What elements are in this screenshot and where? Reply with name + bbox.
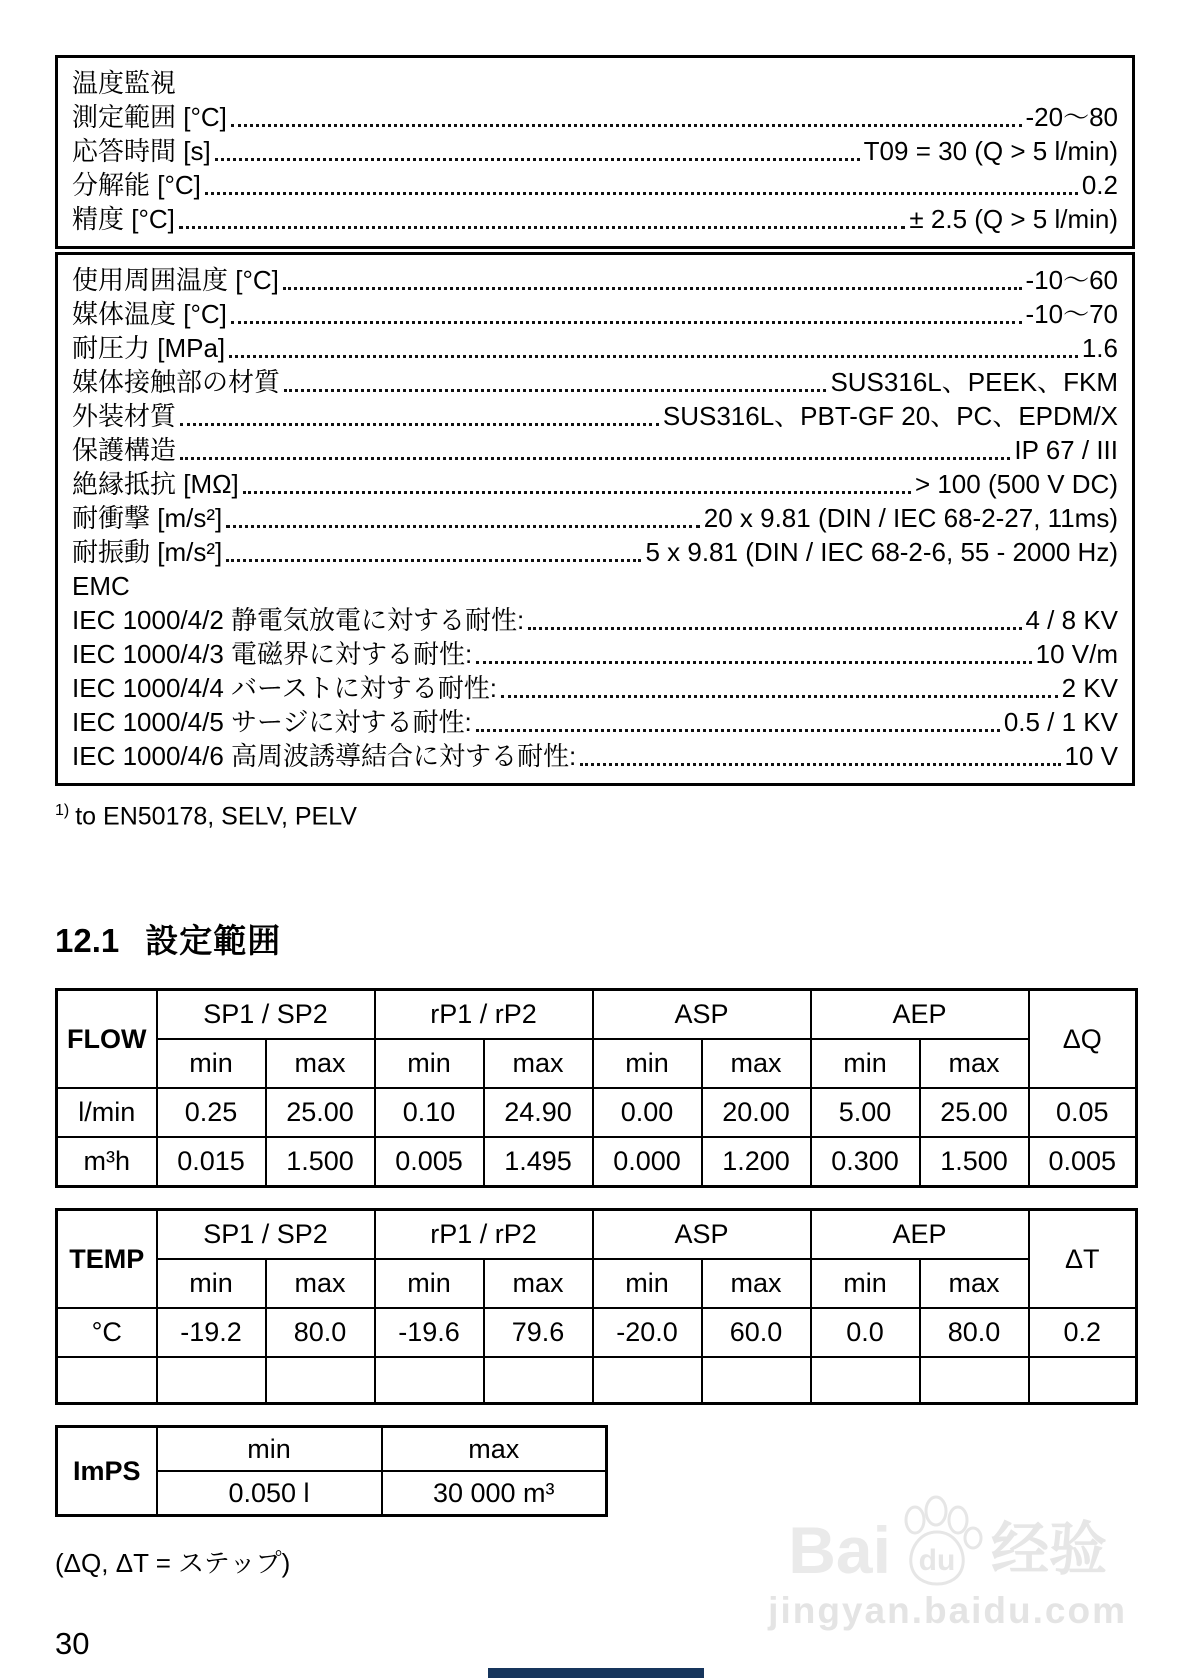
- dot-leader: [205, 192, 1078, 195]
- table-subheader-row: [57, 1259, 1137, 1308]
- value-cell: 25.00: [266, 1088, 375, 1137]
- spec-value: 1.6: [1081, 333, 1118, 363]
- dot-leader: [179, 226, 906, 229]
- spec-label: 使用周囲温度 [°C]: [72, 265, 279, 295]
- watermark-brand-suffix-glyph: du: [918, 1544, 956, 1577]
- spec-value: IP 67 / III: [1014, 435, 1118, 465]
- footnote-text: to EN50178, SELV, PELV: [75, 802, 357, 831]
- spec-label: 外装材質: [72, 401, 177, 431]
- subheader-cell: min: [375, 1039, 484, 1088]
- watermark-logo: [768, 1494, 1127, 1587]
- dot-leader: [243, 491, 911, 494]
- flow-table-label: FLOW: [57, 990, 157, 1089]
- value-cell: 0.25: [157, 1088, 266, 1137]
- table-row: [57, 1137, 1137, 1187]
- dot-leader: [476, 661, 1031, 664]
- subheader-cell: max: [382, 1427, 607, 1472]
- step-note: (ΔQ, ΔT = ステップ): [55, 1548, 291, 1579]
- spec-label: 媒体接触部の材質: [72, 367, 281, 397]
- spec-row: [72, 671, 1118, 705]
- dot-leader: [226, 525, 700, 528]
- value-cell: 5.00: [811, 1088, 920, 1137]
- column-group-header: rP1 / rP2: [375, 1210, 593, 1260]
- value-cell: 60.0: [702, 1308, 811, 1357]
- subheader-cell: min: [811, 1259, 920, 1308]
- unit-cell: °C: [57, 1308, 157, 1357]
- spec-label: 媒体温度 [°C]: [72, 299, 227, 329]
- subheader-cell: max: [484, 1259, 593, 1308]
- page-number: 30: [55, 1626, 90, 1661]
- empty-cell: [484, 1357, 593, 1404]
- spec-value: ± 2.5 (Q > 5 l/min): [909, 204, 1118, 234]
- spec-value: 10 V: [1064, 741, 1118, 771]
- dot-leader: [580, 763, 1060, 766]
- subheader-cell: max: [920, 1259, 1029, 1308]
- value-cell: 0.005: [375, 1137, 484, 1187]
- dot-leader: [231, 321, 1022, 324]
- bottom-edge-bar: [488, 1668, 704, 1678]
- spec-row: [72, 168, 1118, 202]
- spec-label: IEC 1000/4/4 バーストに対する耐性:: [72, 673, 497, 703]
- dot-leader: [528, 627, 1021, 630]
- spec-label: 測定範囲 [°C]: [72, 102, 227, 132]
- table-header-row: [57, 990, 1137, 1040]
- column-group-header: ASP: [593, 990, 811, 1040]
- spec-label: 分解能 [°C]: [72, 170, 201, 200]
- spec-value: -20〜80: [1025, 102, 1118, 132]
- delta-t-header: ΔT: [1029, 1210, 1137, 1309]
- spec-box-general: [55, 252, 1135, 786]
- spec-row: [72, 467, 1118, 501]
- spec-label: 耐振動 [m/s²]: [72, 537, 223, 567]
- value-cell: 80.0: [266, 1308, 375, 1357]
- spec-row: [72, 331, 1118, 365]
- table-row: [57, 1088, 1137, 1137]
- imps-table: [55, 1425, 608, 1517]
- spec-label: IEC 1000/4/6 高周波誘導結合に対する耐性:: [72, 741, 577, 771]
- subheader-cell: max: [266, 1259, 375, 1308]
- spec-value: 5 x 9.81 (DIN / IEC 68-2-6, 55 - 2000 Hz): [645, 537, 1118, 567]
- value-cell: 0.005: [1029, 1137, 1137, 1187]
- empty-cell: [593, 1357, 702, 1404]
- table-row: [57, 1308, 1137, 1357]
- spec-label: 耐衝撃 [m/s²]: [72, 503, 223, 533]
- spec-box-temperature-monitoring: [55, 55, 1135, 249]
- dot-leader: [283, 287, 1022, 290]
- flow-table: [55, 988, 1138, 1188]
- spec-value: SUS316L、PBT-GF 20、PC、EPDM/X: [662, 401, 1118, 431]
- dot-leader: [215, 158, 860, 161]
- spec-row: [72, 365, 1118, 399]
- spec-value: -10〜70: [1025, 299, 1118, 329]
- spec-row: [72, 433, 1118, 467]
- spec-value: 20 x 9.81 (DIN / IEC 68-2-27, 11ms): [703, 503, 1118, 533]
- value-cell: 0.00: [593, 1088, 702, 1137]
- empty-cell: [811, 1357, 920, 1404]
- column-group-header: ASP: [593, 1210, 811, 1260]
- spec-value: T09 = 30 (Q > 5 l/min): [863, 136, 1118, 166]
- table-header-row: [57, 1427, 607, 1472]
- spec-value: > 100 (500 V DC): [914, 469, 1118, 499]
- empty-table-row: [57, 1357, 1137, 1404]
- value-cell: 0.015: [157, 1137, 266, 1187]
- spec-row: [72, 134, 1118, 168]
- temp-table: [55, 1208, 1138, 1405]
- column-group-header: SP1 / SP2: [157, 990, 375, 1040]
- spec-row: [72, 739, 1118, 773]
- watermark-brand-cn: 经验: [990, 1517, 1107, 1582]
- imps-table-label: ImPS: [57, 1427, 157, 1516]
- watermark-url: jingyan.baidu.com: [768, 1590, 1127, 1631]
- value-cell: 0.2: [1029, 1308, 1137, 1357]
- value-cell: 0.0: [811, 1308, 920, 1357]
- spec-label: 精度 [°C]: [72, 204, 175, 234]
- empty-cell: [920, 1357, 1029, 1404]
- dot-leader: [180, 423, 659, 426]
- table-subheader-row: [57, 1039, 1137, 1088]
- spec-label: IEC 1000/4/2 静電気放電に対する耐性:: [72, 605, 525, 635]
- spec-label: 絶縁抵抗 [MΩ]: [72, 469, 239, 499]
- spec-value: 0.2: [1081, 170, 1118, 200]
- dot-leader: [476, 729, 1000, 732]
- spec-value: -10〜60: [1025, 265, 1118, 295]
- subheader-cell: max: [702, 1039, 811, 1088]
- dot-leader: [501, 695, 1058, 698]
- spec-label: 耐圧力 [MPa]: [72, 333, 226, 363]
- spec-label: 応答時間 [s]: [72, 136, 211, 166]
- subheader-cell: min: [157, 1427, 382, 1472]
- section-heading: [55, 915, 1135, 962]
- paw-icon: [889, 1494, 985, 1586]
- dot-leader: [180, 457, 1010, 460]
- spec-row: [72, 535, 1118, 569]
- subheader-cell: min: [593, 1039, 702, 1088]
- spec-label: EMC: [72, 571, 130, 601]
- subheader-cell: min: [157, 1039, 266, 1088]
- subheader-cell: max: [266, 1039, 375, 1088]
- column-group-header: SP1 / SP2: [157, 1210, 375, 1260]
- watermark-brand-prefix: Bai: [788, 1513, 891, 1587]
- spec-row: [72, 501, 1118, 535]
- spec-row: [72, 202, 1118, 236]
- footnote: [55, 802, 1135, 831]
- spec-value: SUS316L、PEEK、FKM: [830, 367, 1118, 397]
- subheader-cell: max: [484, 1039, 593, 1088]
- column-group-header: AEP: [811, 1210, 1029, 1260]
- spec-row: [72, 297, 1118, 331]
- value-cell: 0.050 l: [157, 1471, 382, 1516]
- delta-q-header: ΔQ: [1029, 990, 1137, 1089]
- subheader-cell: min: [811, 1039, 920, 1088]
- value-cell: 0.300: [811, 1137, 920, 1187]
- spec-row: [72, 637, 1118, 671]
- dot-leader: [284, 389, 826, 392]
- value-cell: 80.0: [920, 1308, 1029, 1357]
- value-cell: -19.6: [375, 1308, 484, 1357]
- spec-value: 0.5 / 1 KV: [1003, 707, 1118, 737]
- dot-leader: [229, 355, 1078, 358]
- empty-cell: [375, 1357, 484, 1404]
- value-cell: 1.495: [484, 1137, 593, 1187]
- spec-label: 保護構造: [72, 435, 177, 465]
- footnote-marker: 1): [55, 802, 70, 819]
- value-cell: -20.0: [593, 1308, 702, 1357]
- spec-row: [72, 705, 1118, 739]
- spec-label: 温度監視: [72, 68, 177, 98]
- empty-cell: [1029, 1357, 1137, 1404]
- empty-cell: [702, 1357, 811, 1404]
- value-cell: 1.200: [702, 1137, 811, 1187]
- spec-row: [72, 100, 1118, 134]
- value-cell: 25.00: [920, 1088, 1029, 1137]
- subheader-cell: max: [702, 1259, 811, 1308]
- value-cell: 30 000 m³: [382, 1471, 607, 1516]
- watermark: [768, 1494, 1127, 1632]
- spec-row: [72, 399, 1118, 433]
- spec-row: [72, 603, 1118, 637]
- section-number: 12.1: [55, 922, 120, 960]
- empty-cell: [57, 1357, 157, 1404]
- value-cell: 0.10: [375, 1088, 484, 1137]
- dot-leader: [226, 559, 641, 562]
- subheader-cell: max: [920, 1039, 1029, 1088]
- value-cell: 0.000: [593, 1137, 702, 1187]
- table-header-row: [57, 1210, 1137, 1260]
- unit-cell: m³h: [57, 1137, 157, 1187]
- value-cell: 1.500: [266, 1137, 375, 1187]
- temp-table-label: TEMP: [57, 1210, 157, 1309]
- unit-cell: l/min: [57, 1088, 157, 1137]
- spec-value: 10 V/m: [1035, 639, 1118, 669]
- value-cell: 24.90: [484, 1088, 593, 1137]
- value-cell: 20.00: [702, 1088, 811, 1137]
- value-cell: 1.500: [920, 1137, 1029, 1187]
- spec-row: [72, 66, 1118, 100]
- subheader-cell: min: [157, 1259, 266, 1308]
- section-title: 設定範囲: [145, 922, 282, 960]
- spec-label: IEC 1000/4/3 電磁界に対する耐性:: [72, 639, 473, 669]
- spec-value: 4 / 8 KV: [1025, 605, 1118, 635]
- column-group-header: rP1 / rP2: [375, 990, 593, 1040]
- value-cell: 79.6: [484, 1308, 593, 1357]
- value-cell: -19.2: [157, 1308, 266, 1357]
- column-group-header: AEP: [811, 990, 1029, 1040]
- spec-row-emc-heading: [72, 569, 1118, 603]
- spec-row: [72, 263, 1118, 297]
- spec-value: 2 KV: [1061, 673, 1118, 703]
- empty-cell: [266, 1357, 375, 1404]
- value-cell: 0.05: [1029, 1088, 1137, 1137]
- spec-label: IEC 1000/4/5 サージに対する耐性:: [72, 707, 472, 737]
- dot-leader: [231, 124, 1022, 127]
- subheader-cell: min: [593, 1259, 702, 1308]
- empty-cell: [157, 1357, 266, 1404]
- subheader-cell: min: [375, 1259, 484, 1308]
